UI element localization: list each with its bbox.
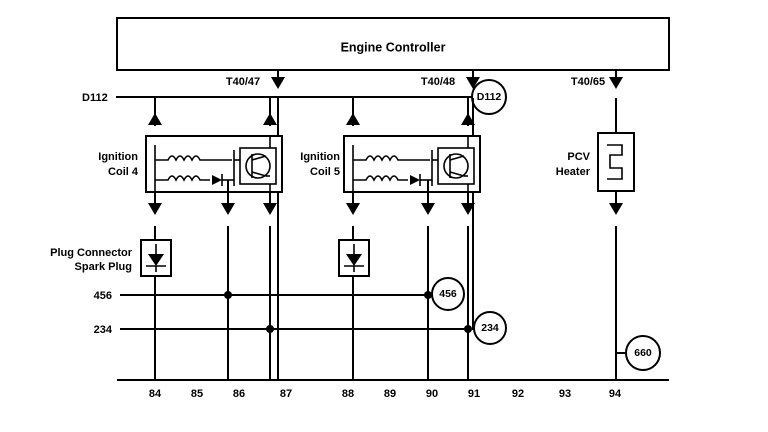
wire-234-label: 234 (93, 324, 112, 336)
pin-92-label: 92 (511, 388, 525, 400)
junction-234-87 (266, 325, 274, 333)
d112-rail-label: D112 (82, 92, 108, 104)
pin-90-label: 90 (425, 388, 439, 400)
ignition-coil-4-label-line1: Ignition (98, 151, 138, 163)
node-d112-label: D112 (476, 90, 502, 103)
node-456-label: 456 (439, 287, 457, 300)
pin-85-label: 85 (190, 388, 204, 400)
pcv-heater-label-line2: Heater (555, 166, 590, 178)
pin-86-label: 86 (232, 388, 246, 400)
arrow-down-coil5-mid (421, 203, 435, 215)
ignition-coil-5-label-line2: Coil 5 (310, 166, 340, 178)
node-234-label: 234 (481, 321, 499, 334)
spark-plug-label-line1: Plug Connector (50, 247, 132, 259)
pin-89-label: 89 (383, 388, 397, 400)
arrow-down-coil4-left (148, 203, 162, 215)
pin-87-label: 87 (279, 388, 293, 400)
junction-456-86 (224, 291, 232, 299)
ignition-coil-4-label-line2: Coil 4 (108, 166, 138, 178)
t40-65-arrow-icon (609, 77, 623, 89)
t40-65-label: T40/65 (570, 76, 606, 88)
t40-47-label: T40/47 (225, 76, 261, 88)
pcv-heater-label-line1: PCV (567, 151, 590, 163)
pcv-heater-box (598, 133, 634, 191)
spark-plug-label-line2: Spark Plug (74, 261, 132, 273)
arrow-down-coil5-left (346, 203, 360, 215)
arrow-down-coil4-right (263, 203, 277, 215)
arrow-down-pcv (609, 203, 623, 215)
pin-94-label: 94 (608, 388, 622, 400)
pin-84-label: 84 (148, 388, 162, 400)
wire-456-label: 456 (93, 290, 112, 302)
node-660-label: 660 (634, 346, 652, 359)
t40-48-label: T40/48 (420, 76, 456, 88)
pin-91-label: 91 (467, 388, 481, 400)
ignition-coil-5-label-line1: Ignition (300, 151, 340, 163)
pin-88-label: 88 (341, 388, 355, 400)
t40-47-arrow-icon (271, 77, 285, 89)
arrow-down-coil4-mid (221, 203, 235, 215)
engine-controller-label: Engine Controller (340, 40, 446, 55)
pin-93-label: 93 (558, 388, 572, 400)
junction-456-90 (424, 291, 432, 299)
junction-234-91 (464, 325, 472, 333)
